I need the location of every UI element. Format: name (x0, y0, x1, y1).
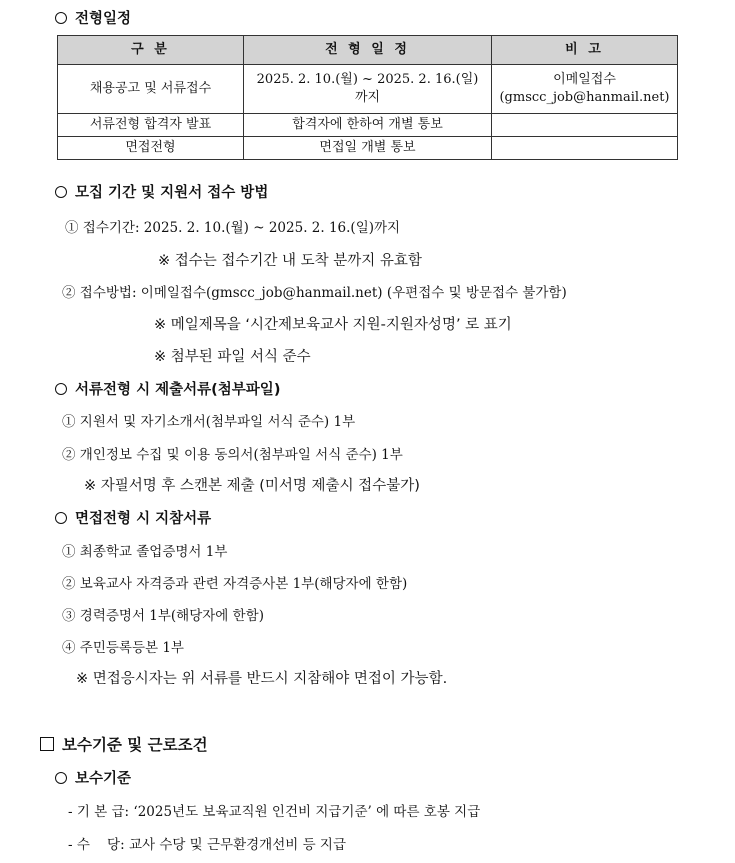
recruit-note-1: ※ 접수는 접수기간 내 도착 분까지 유효함 (158, 253, 422, 269)
recruit-item-1: ① 접수기간: 2025. 2. 10.(월) ~ 2025. 2. 16.(일)까지 (65, 220, 401, 236)
table-header: 전 형 일 정 (244, 36, 492, 65)
table-cell: 면접일 개별 통보 (244, 137, 492, 160)
interview-heading: 면접전형 시 지참서류 (55, 507, 211, 528)
cell-line: 2025. 2. 10.(월) ~ 2025. 2. 16.(일) (256, 72, 479, 87)
pay-sub-heading: 보수기준 (55, 767, 131, 788)
table-cell: 채용공고 및 서류접수 (58, 65, 244, 114)
table-cell (492, 114, 678, 137)
table-header: 비 고 (492, 36, 678, 65)
cell-line: 까지 (354, 90, 381, 105)
circle-bullet-icon (55, 186, 67, 198)
schedule-table (57, 35, 678, 160)
table-cell (492, 65, 678, 114)
interview-item-3: ③ 경력증명서 1부(해당자에 한함) (62, 608, 264, 624)
interview-item-2: ② 보육교사 자격증과 관련 자격증사본 1부(해당자에 한함) (62, 576, 408, 592)
table-cell: 합격자에 한하여 개별 통보 (244, 114, 492, 137)
docs-note: ※ 자필서명 후 스캔본 제출 (미서명 제출시 접수불가) (84, 478, 420, 494)
pay-base: - 기 본 급: ‘2025년도 보육교직원 인건비 지급기준’ 에 따른 호봉 지급 (68, 804, 481, 820)
circle-bullet-icon (55, 512, 67, 524)
table-cell: 서류전형 합격자 발표 (58, 114, 244, 137)
recruit-heading: 모집 기간 및 지원서 접수 방법 (55, 181, 268, 202)
circle-bullet-icon (55, 383, 67, 395)
interview-item-4: ④ 주민등록등본 1부 (62, 640, 184, 656)
table-row (58, 65, 678, 114)
table-row (58, 137, 678, 160)
table-row (58, 114, 678, 137)
schedule-heading: 전형일정 (55, 7, 131, 28)
email-address: (gmscc_job@hanmail.net) (499, 90, 670, 105)
table-cell: 면접전형 (58, 137, 244, 160)
docs-heading: 서류전형 시 제출서류(첨부파일) (55, 378, 280, 399)
recruit-item-2: ② 접수방법: 이메일접수(gmscc_job@hanmail.net) (우편접수 및 방문접수 불가함) (62, 285, 567, 301)
recruit-note-3: ※ 첨부된 파일 서식 준수 (154, 349, 311, 365)
table-cell (244, 65, 492, 114)
recruit-note-2: ※ 메일제목을 ‘시간제보육교사 지원-지원자성명’ 로 표기 (154, 317, 512, 333)
pay-section-heading: 보수기준 및 근로조건 (40, 733, 208, 755)
circle-bullet-icon (55, 12, 67, 24)
pay-allowance: - 수 당: 교사 수당 및 근무환경개선비 등 지급 (68, 837, 347, 853)
interview-item-1: ① 최종학교 졸업증명서 1부 (62, 544, 228, 560)
circle-bullet-icon (55, 772, 67, 784)
interview-note: ※ 면접응시자는 위 서류를 반드시 지참해야 면접이 가능함. (76, 671, 448, 687)
table-cell (492, 137, 678, 160)
cell-line: 이메일접수 (553, 72, 616, 87)
docs-item-1: ① 지원서 및 자기소개서(첨부파일 서식 준수) 1부 (62, 414, 356, 430)
table-header: 구 분 (58, 36, 244, 65)
table-header-row (58, 36, 678, 65)
square-bullet-icon (40, 737, 54, 751)
docs-item-2: ② 개인정보 수집 및 이용 동의서(첨부파일 서식 준수) 1부 (62, 447, 403, 463)
